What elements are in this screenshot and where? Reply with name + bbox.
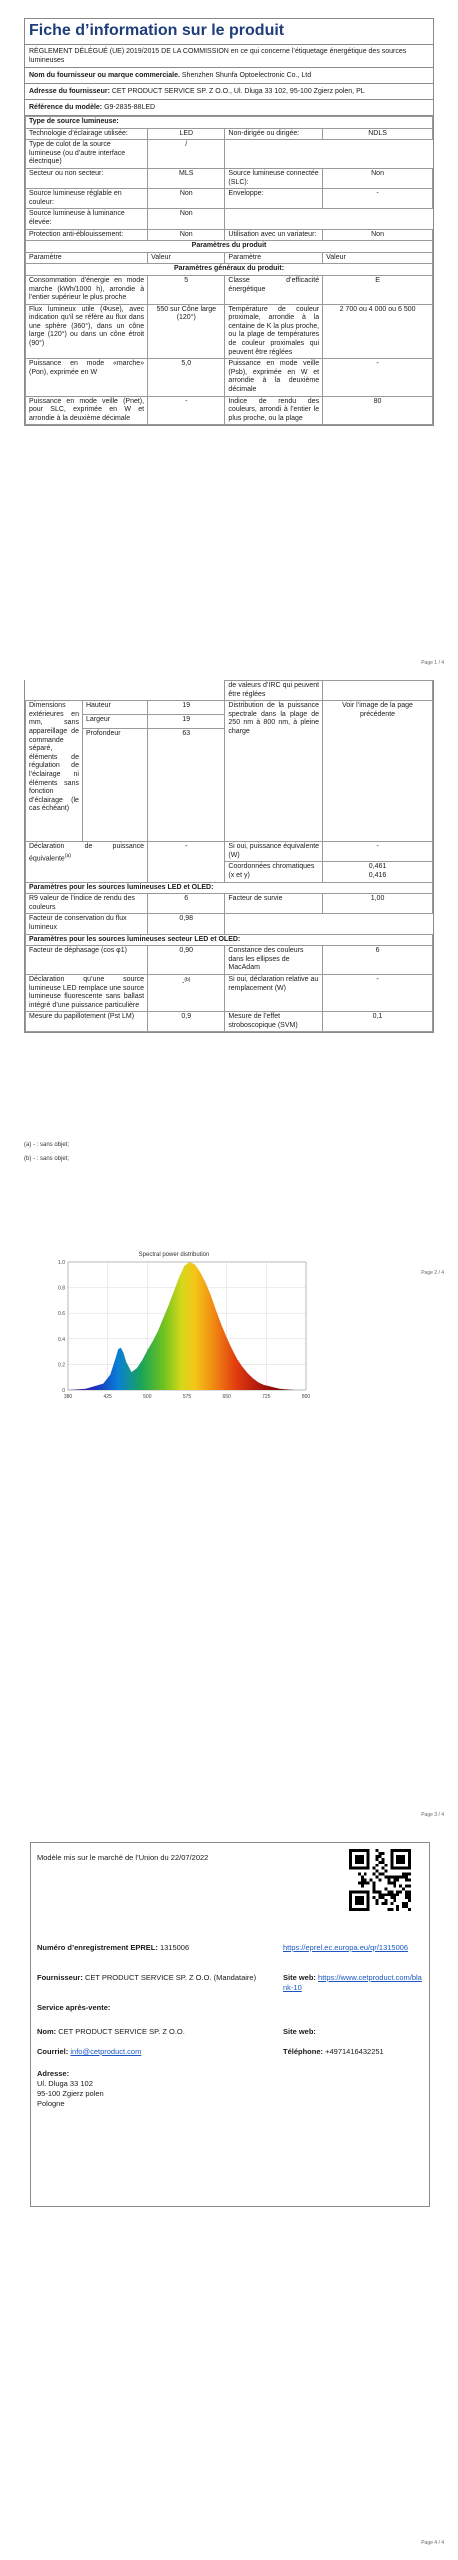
cell-value: - xyxy=(323,189,433,209)
table-row xyxy=(26,304,433,359)
supplier-label: Nom du fournisseur ou marque commerciale. xyxy=(29,72,180,79)
eprel-label: Numéro d’enregistrement EPREL: xyxy=(37,1943,158,1952)
cell-label: Utilisation avec un variateur: xyxy=(225,229,323,241)
cell-label: Température de couleur proximale, arrondie à la centaine de K la plus proche, ou la plage de températures de couleur proximales qui peuvent être réglées xyxy=(225,304,323,359)
cell-label: Source lumineuse connectée (SLC): xyxy=(225,168,323,188)
column-header-row xyxy=(26,252,433,264)
power-equivalent-value: - xyxy=(148,842,225,882)
cell-value: E xyxy=(323,275,433,304)
cell-value: 5 xyxy=(148,275,225,304)
supplier-value: CET PRODUCT SERVICE SP. Z O.O. (Mandataire) xyxy=(84,1973,257,1982)
power-equivalent-w-label: Si oui, puissance équivalente (W) xyxy=(225,842,323,862)
name-value: CET PRODUCT SERVICE SP. Z O.O. xyxy=(58,2027,185,2036)
product-info-sheet-page2 xyxy=(24,680,434,1033)
table-row xyxy=(26,275,433,304)
table-row xyxy=(26,209,433,229)
page-number-2: Page 2 / 4 xyxy=(421,1270,444,1276)
cell-value: 0,1 xyxy=(323,1012,433,1032)
x-axis-ticks xyxy=(64,1394,311,1400)
y-tick-label: 0.4 xyxy=(58,1336,65,1343)
footnote-marker: (b) xyxy=(184,976,191,983)
email-link[interactable]: info@cetproduct.com xyxy=(70,2047,142,2056)
spd-curve xyxy=(68,1262,295,1390)
params-continuation-table xyxy=(25,680,433,1032)
cell-label: Consommation d’énergie en mode marche (kWh/1000 h), arrondie à l’entier supérieur le plus proche xyxy=(26,275,148,304)
spd-label: Distribution de la puissance spectrale dans la plage de 250 nm à 800 nm, à pleine charge xyxy=(225,701,323,842)
table-row xyxy=(26,140,433,169)
table-row xyxy=(26,189,433,209)
cell-label: Puissance en mode veille (Psb), exprimée en W et arrondie à la deuxième décimale xyxy=(225,359,323,396)
column-header: Valeur xyxy=(148,252,225,264)
y-tick-label: 0.2 xyxy=(58,1362,65,1369)
cell-value: 0,90 xyxy=(148,946,225,975)
document-title: Fiche d’information sur le produit xyxy=(25,19,433,45)
cell-label: Secteur ou non secteur: xyxy=(26,168,148,188)
cell-value: 6 xyxy=(323,946,433,975)
address-line: 95-100 Zgierz polen xyxy=(37,2089,104,2098)
name-row xyxy=(37,2027,185,2037)
cell-label: Source lumineuse à luminance élevée: xyxy=(26,209,148,229)
general-params-heading: Paramètres généraux du produit: xyxy=(26,264,433,276)
model-label: Référence du modèle: xyxy=(29,104,103,111)
y-tick-label: 0.6 xyxy=(58,1311,65,1318)
cell-value: 0,98 xyxy=(148,914,225,934)
cell-value: Non xyxy=(148,189,225,209)
cell-label: Indice de rendu des couleurs, arrondi à l’entier le plus proche, ou la plage xyxy=(225,396,323,425)
chromaticity-value xyxy=(323,862,433,882)
cell-value: Non xyxy=(148,229,225,241)
cell-label: Si oui, déclaration relative au remplacement (W) xyxy=(225,974,323,1011)
table-row xyxy=(26,946,433,975)
dim-value: 19 xyxy=(148,715,225,729)
dim-name: Largeur xyxy=(82,715,147,729)
cell-value: Non xyxy=(148,209,225,229)
supplier-label: Fournisseur: xyxy=(37,1973,83,1982)
y-tick-label: 0 xyxy=(62,1388,65,1394)
table-row xyxy=(26,359,433,396)
cell-label: Source lumineuse réglable en couleur: xyxy=(26,189,148,209)
website-label: Site web: xyxy=(283,1973,316,1982)
address-value: CET PRODUCT SERVICE SP. Z O.O., Ul. Dluga 33 102, 95-100 Zgierz polen, PL xyxy=(111,88,365,95)
cell-value: 2 700 ou 4 000 ou 6 500 xyxy=(323,304,433,359)
cell-label: Facteur de conservation du flux lumineux xyxy=(26,914,148,934)
dim-name: Hauteur xyxy=(82,701,147,715)
cell-label: Flux lumineux utile (Φuse), avec indication qu’il se réfère au flux dans une sphère (360°), dans un cône large (120°) ou dans un cône étroit (90°) xyxy=(26,304,148,359)
table-row xyxy=(26,842,433,862)
model-row xyxy=(25,100,433,116)
phone-value: +4971416432251 xyxy=(325,2047,384,2056)
table-row xyxy=(26,396,433,425)
cell-label: Facteur de survie xyxy=(225,894,323,914)
phone-row xyxy=(283,2047,384,2057)
table-row xyxy=(26,229,433,241)
address-label: Adresse du fournisseur: xyxy=(29,88,110,95)
cell-value: 550 sur Cône large (120°) xyxy=(148,304,225,359)
spd-chart xyxy=(44,1248,314,1406)
website-link[interactable]: https://www.cetproduct.com/blank-10 xyxy=(283,1973,422,1992)
mains-section-heading: Paramètres pour les sources lumineuses secteur LED et OLED: xyxy=(26,934,433,946)
dim-value: 19 xyxy=(148,701,225,715)
supplier-row xyxy=(25,68,433,84)
cell-value: Non xyxy=(323,229,433,241)
led-section-heading: Paramètres pour les sources lumineuses LED et OLED: xyxy=(26,882,433,894)
address-line: Pologne xyxy=(37,2099,65,2108)
product-info-sheet-page1 xyxy=(24,18,434,426)
replacement-value: - xyxy=(182,979,185,987)
table-row xyxy=(26,894,433,914)
after-sales-heading: Service après-vente: xyxy=(37,2003,111,2012)
email-row xyxy=(37,2047,141,2057)
table-row xyxy=(26,128,433,140)
x-tick-label: 425 xyxy=(103,1394,112,1400)
product-params-heading: Paramètres du produit xyxy=(26,241,433,253)
x-tick-label: 650 xyxy=(222,1394,231,1400)
cell-label: Mesure de l’effet stroboscopique (SVM) xyxy=(225,1012,323,1032)
x-tick-label: 725 xyxy=(262,1394,271,1400)
name-label: Nom: xyxy=(37,2027,57,2036)
page-number-1: Page 1 / 4 xyxy=(421,660,444,666)
y-tick-label: 1.0 xyxy=(58,1260,65,1266)
cell-value: 1,00 xyxy=(323,894,433,914)
chromaticity-y: 0,416 xyxy=(368,871,387,879)
light-source-type-table xyxy=(25,116,433,425)
cell-label: R9 valeur de l’indice de rendu des couleurs xyxy=(26,894,148,914)
table-row xyxy=(26,168,433,188)
supplier-row xyxy=(37,1973,277,1983)
cell-value: NDLS xyxy=(323,128,433,140)
cell-label: Technologie d’éclairage utilisée: xyxy=(26,128,148,140)
chart-title: Spectral power distribution xyxy=(138,1252,210,1258)
column-header: Paramètre xyxy=(26,252,148,264)
cell-label: Puissance en mode «marche» (Pon), exprimée en W xyxy=(26,359,148,396)
page-number-4: Page 4 / 4 xyxy=(421,2540,444,2546)
cell-label: Classe d’efficacité énergétique xyxy=(225,275,323,304)
table-row xyxy=(26,701,433,715)
cell-value: - xyxy=(323,974,433,1011)
power-equivalent-text: Déclaration de puissance équivalente xyxy=(29,843,145,863)
chromaticity-label: Coordonnées chromatiques (x et y) xyxy=(225,862,323,882)
address-line: Ul. Dluga 33 102 xyxy=(37,2079,93,2088)
cell-value: LED xyxy=(148,128,225,140)
cell-value xyxy=(148,974,225,1011)
supplier-value: Shenzhen Shunfa Optoelectronic Co., Ltd xyxy=(181,72,312,79)
cell-value: MLS xyxy=(148,168,225,188)
table-row xyxy=(26,1012,433,1032)
cell-label: Type de culot de la source lumineuse (ou d’autre interface électrique) xyxy=(26,140,148,169)
footnote-a: (a) - : sans objet; xyxy=(24,1142,70,1148)
cell-label: Déclaration qu’une source lumineuse LED remplace une source lumineuse fluorescente sans ballast intégré d’une puissance particulière xyxy=(26,974,148,1011)
address-label: Adresse: xyxy=(37,2069,70,2078)
email-label: Courriel: xyxy=(37,2047,69,2056)
column-header: Valeur xyxy=(323,252,433,264)
y-tick-label: 0.8 xyxy=(58,1285,65,1292)
page-number-3: Page 3 / 4 xyxy=(421,1812,444,1818)
cell-label: Facteur de déphasage (cos φ1) xyxy=(26,946,148,975)
x-tick-label: 575 xyxy=(182,1394,192,1400)
website2-label: Site web: xyxy=(283,2027,316,2036)
cell-value: 0,9 xyxy=(148,1012,225,1032)
cell-label: Puissance en mode veille (Pnet), pour SLC, exprimée en W et arrondie à la deuxième décimale xyxy=(26,396,148,425)
type-section-heading: Type de source lumineuse: xyxy=(26,117,433,129)
regulation-text: RÈGLEMENT DÉLÉGUÉ (UE) 2019/2015 DE LA COMMISSION en ce qui concerne l’étiquetage énergétique des sources lumineuses xyxy=(25,45,433,68)
chromaticity-x: 0,461 xyxy=(368,863,387,871)
market-date: Modèle mis sur le marché de l’Union du 22/07/2022 xyxy=(37,1853,209,1862)
eprel-link[interactable]: https://eprel.ec.europa.eu/qr/1315006 xyxy=(283,1943,409,1952)
qr-code-icon xyxy=(349,1849,411,1911)
cell-value: 80 xyxy=(323,396,433,425)
y-axis-ticks xyxy=(58,1260,65,1394)
eprel-info-card xyxy=(30,1842,430,2207)
website-row xyxy=(283,1973,423,1993)
table-row xyxy=(26,914,433,934)
x-tick-label: 380 xyxy=(63,1394,73,1400)
dim-value: 63 xyxy=(148,729,225,842)
eprel-value: 1315006 xyxy=(159,1943,190,1952)
x-tick-label: 800 xyxy=(301,1394,311,1400)
power-equivalent-label xyxy=(26,842,148,882)
spd-value: Voir l’image de la page précédente xyxy=(323,701,433,842)
power-equivalent-w-value: - xyxy=(323,842,433,862)
cell-label: Protection anti-éblouissement: xyxy=(26,229,148,241)
footnote-marker: (a) xyxy=(64,852,71,859)
cell-value: - xyxy=(323,359,433,396)
address-row xyxy=(25,84,433,100)
table-row xyxy=(26,974,433,1011)
eprel-row xyxy=(37,1943,189,1953)
cell-label: Mesure du papillotement (Pst LM) xyxy=(26,1012,148,1032)
cell-label: Enveloppe: xyxy=(225,189,323,209)
dim-name: Profondeur xyxy=(82,729,147,842)
cri-continuation: de valeurs d’IRC qui peuvent être réglées xyxy=(225,681,323,701)
cell-label: Non-dirigée ou dirigée: xyxy=(225,128,323,140)
footnote-b: (b) - : sans objet; xyxy=(24,1156,70,1162)
cell-value: Non xyxy=(323,168,433,188)
x-tick-label: 500 xyxy=(143,1394,152,1400)
cell-value: 6 xyxy=(148,894,225,914)
cell-value: / xyxy=(148,140,225,169)
cell-label: Constance des couleurs dans les ellipses de MacAdam xyxy=(225,946,323,975)
column-header: Paramètre xyxy=(225,252,323,264)
cell-value: - xyxy=(148,396,225,425)
cell-value: 5,0 xyxy=(148,359,225,396)
dimensions-label: Dimensions extérieures en mm, sans appareillage de commande séparé, éléments de régulation de l’éclairage ni éléments sans fonction d’éclairage (le cas échéant) xyxy=(26,701,83,842)
phone-label: Téléphone: xyxy=(283,2047,324,2056)
model-value: G9-2835-88LED xyxy=(104,104,156,111)
